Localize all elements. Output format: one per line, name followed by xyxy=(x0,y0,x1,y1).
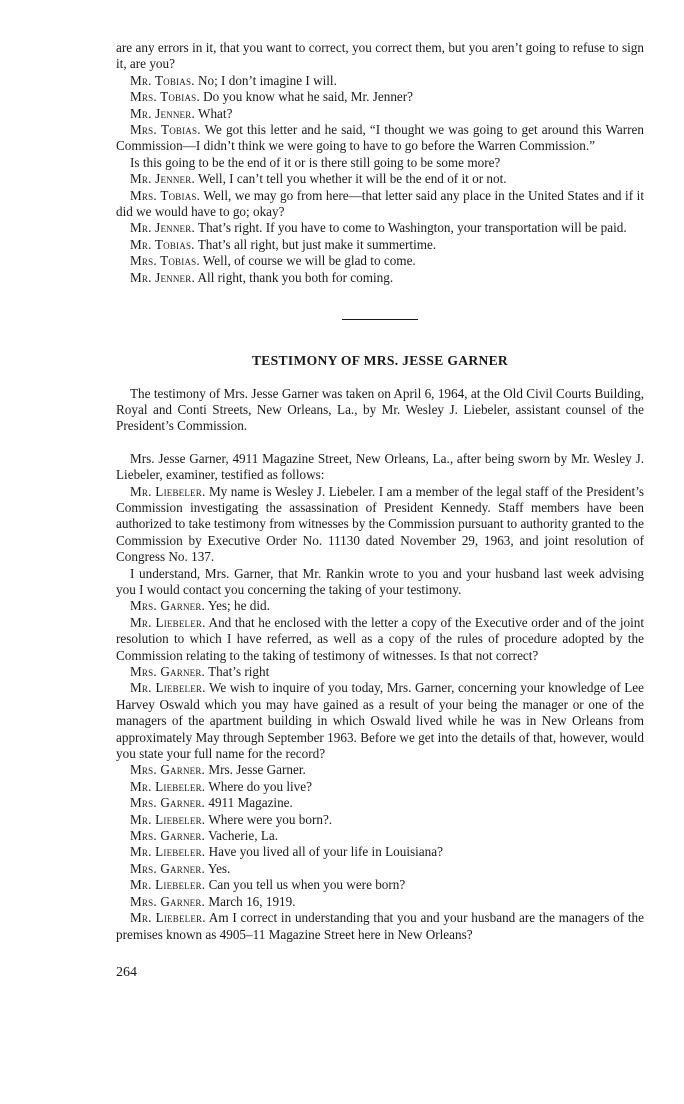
dialogue-text: No; I don’t imagine I will. xyxy=(194,72,337,88)
dialogue-text: That’s right xyxy=(205,664,270,679)
dialogue-paragraph xyxy=(116,484,644,566)
speaker-name: Mr. Liebeler. xyxy=(130,811,206,827)
section-divider xyxy=(342,319,418,320)
intro-paragraph: The testimony of Mrs. Jesse Garner was taken on April 6, 1964, at the Old Civil Courts Building, Royal and Conti Streets, New Orleans, La., by Mr. Wesley J. Liebeler, assistant counsel of the President’s Commission. xyxy=(116,385,644,434)
dialogue-paragraph xyxy=(116,40,644,73)
speaker-name: Mr. Liebeler. xyxy=(130,877,206,893)
dialogue-text: Yes. xyxy=(205,860,231,876)
dialogue-paragraph xyxy=(116,910,644,943)
testimony-body xyxy=(116,451,644,943)
dialogue-text: Mrs. Jesse Garner, 4911 Magazine Street, New Orleans, La., after being sworn by Mr. Wesley J. Liebeler, examiner, testified as follows: xyxy=(116,450,644,483)
dialogue-text: Well, we may go from here—that letter said any place in the United States and if it did we would have to go; okay? xyxy=(116,187,644,220)
dialogue-text: are any errors in it, that you want to correct, you correct them, but you aren’t going to refuse to sign it, are you? xyxy=(116,40,644,72)
dialogue-paragraph xyxy=(116,844,644,860)
dialogue-text: Mrs. Jesse Garner. xyxy=(205,762,306,778)
dialogue-text: March 16, 1919. xyxy=(205,893,296,909)
page-number: 264 xyxy=(116,964,137,980)
dialogue-paragraph xyxy=(116,861,644,877)
dialogue-text: All right, thank you both for coming. xyxy=(194,269,394,285)
dialogue-paragraph xyxy=(116,566,644,599)
dialogue-paragraph xyxy=(116,253,644,269)
dialogue-paragraph xyxy=(116,73,644,89)
dialogue-paragraph xyxy=(116,155,644,171)
speaker-name: Mrs. Garner. xyxy=(130,598,206,614)
dialogue-paragraph xyxy=(116,615,644,664)
dialogue-paragraph xyxy=(116,106,644,122)
dialogue-paragraph xyxy=(116,894,644,910)
dialogue-paragraph xyxy=(116,188,644,221)
speaker-name: Mr. Tobias. xyxy=(130,72,195,88)
speaker-name: Mr. Jenner. xyxy=(130,105,195,121)
dialogue-paragraph xyxy=(116,812,644,828)
dialogue-paragraph xyxy=(116,762,644,778)
speaker-name: Mr. Liebeler. xyxy=(130,614,206,630)
dialogue-text: That’s all right, but just make it summertime. xyxy=(194,236,437,252)
dialogue-paragraph xyxy=(116,598,644,614)
dialogue-paragraph xyxy=(116,680,644,762)
speaker-name: Mrs. Tobias. xyxy=(130,122,201,138)
dialogue-text: And that he enclosed with the letter a copy of the Executive order and of the joint resolution to which I have referred, as well as a copy of the rules of procedure adopted by the Commission relating to the taking of testimony of witnesses. Is that not correct? xyxy=(116,614,644,663)
dialogue-text: Do you know what he said, Mr. Jenner? xyxy=(199,89,414,105)
speaker-name: Mrs. Garner. xyxy=(130,762,206,778)
speaker-name: Mr. Jenner. xyxy=(130,171,195,187)
speaker-name: Mrs. Tobias. xyxy=(130,187,201,203)
speaker-name: Mrs. Garner. xyxy=(130,795,206,811)
speaker-name: Mrs. Tobias. xyxy=(130,89,200,105)
dialogue-paragraph xyxy=(116,877,644,893)
dialogue-paragraph xyxy=(116,237,644,253)
speaker-name: Mrs. Garner. xyxy=(130,893,206,909)
speaker-name: Mr. Liebeler. xyxy=(130,910,206,926)
speaker-name: Mrs. Tobias. xyxy=(130,253,200,269)
dialogue-text: That’s right. If you have to come to Washington, your transportation will be paid. xyxy=(194,220,627,236)
dialogue-text: I understand, Mrs. Garner, that Mr. Rankin wrote to you and your husband last week advising you I would contact you concerning the taking of your testimony. xyxy=(116,565,644,597)
dialogue-text: What? xyxy=(194,105,233,121)
dialogue-text: Where were you born?. xyxy=(205,811,333,827)
speaker-name: Mrs. Garner. xyxy=(130,860,206,876)
speaker-name: Mr. Liebeler. xyxy=(130,844,206,860)
speaker-name: Mr. Liebeler. xyxy=(130,680,206,696)
dialogue-paragraph xyxy=(116,220,644,236)
dialogue-text: We got this letter and he said, “I thought we was going to get around this Warren Commission—I didn’t think we were going to have to go before the Warren Commission.” xyxy=(116,122,644,154)
dialogue-text: Where do you live? xyxy=(205,778,312,794)
dialogue-paragraph xyxy=(116,89,644,105)
speaker-name: Mr. Liebeler. xyxy=(130,483,206,499)
dialogue-text: Am I correct in understanding that you and your husband are the managers of the premises known as 4905–11 Magazine Street here in New Orleans? xyxy=(116,910,644,942)
dialogue-text: Well, of course we will be glad to come. xyxy=(199,253,416,269)
dialogue-text: 4911 Magazine. xyxy=(205,795,293,811)
testimony-continuation xyxy=(116,40,644,286)
speaker-name: Mrs. Garner. xyxy=(130,664,206,679)
dialogue-paragraph xyxy=(116,795,644,811)
dialogue-paragraph xyxy=(116,779,644,795)
speaker-name: Mrs. Garner. xyxy=(130,828,206,844)
dialogue-paragraph xyxy=(116,270,644,286)
speaker-name: Mr. Jenner. xyxy=(130,220,195,236)
testimony-heading: TESTIMONY OF MRS. JESSE GARNER xyxy=(251,353,509,369)
dialogue-paragraph xyxy=(116,171,644,187)
speaker-name: Mr. Tobias. xyxy=(130,236,195,252)
dialogue-paragraph xyxy=(116,664,644,680)
dialogue-paragraph xyxy=(116,122,644,155)
dialogue-text: Yes; he did. xyxy=(205,598,270,614)
dialogue-text: Well, I can’t tell you whether it will be the end of it or not. xyxy=(194,171,507,187)
dialogue-text: Vacherie, La. xyxy=(205,828,279,844)
speaker-name: Mr. Liebeler. xyxy=(130,778,206,794)
speaker-name: Mr. Jenner. xyxy=(130,269,195,285)
dialogue-paragraph xyxy=(116,451,644,484)
dialogue-paragraph xyxy=(116,828,644,844)
dialogue-text: Have you lived all of your life in Louisiana? xyxy=(205,844,443,860)
dialogue-text: Can you tell us when you were born? xyxy=(205,877,406,893)
dialogue-text: We wish to inquire of you today, Mrs. Garner, concerning your knowledge of Lee Harvey Oswald which you may have gained as a result of your being the manager or one of the managers of the apartment building in which Oswald lived while he was in New Orleans from approximately May through September 1963. Before we get into the details of that, however, would you state your full name for the record? xyxy=(116,680,644,762)
dialogue-text: Is this going to be the end of it or is there still going to be some more? xyxy=(130,154,501,170)
dialogue-text: My name is Wesley J. Liebeler. I am a member of the legal staff of the President’s Commission investigating the assassination of President Kennedy. Staff members have been authorized to take testimony from witnesses by the Commission pursuant to authority granted to the Commission by Executive Order No. 11130 dated November 29, 1963, and joint resolution of Congress No. 137. xyxy=(116,483,644,565)
